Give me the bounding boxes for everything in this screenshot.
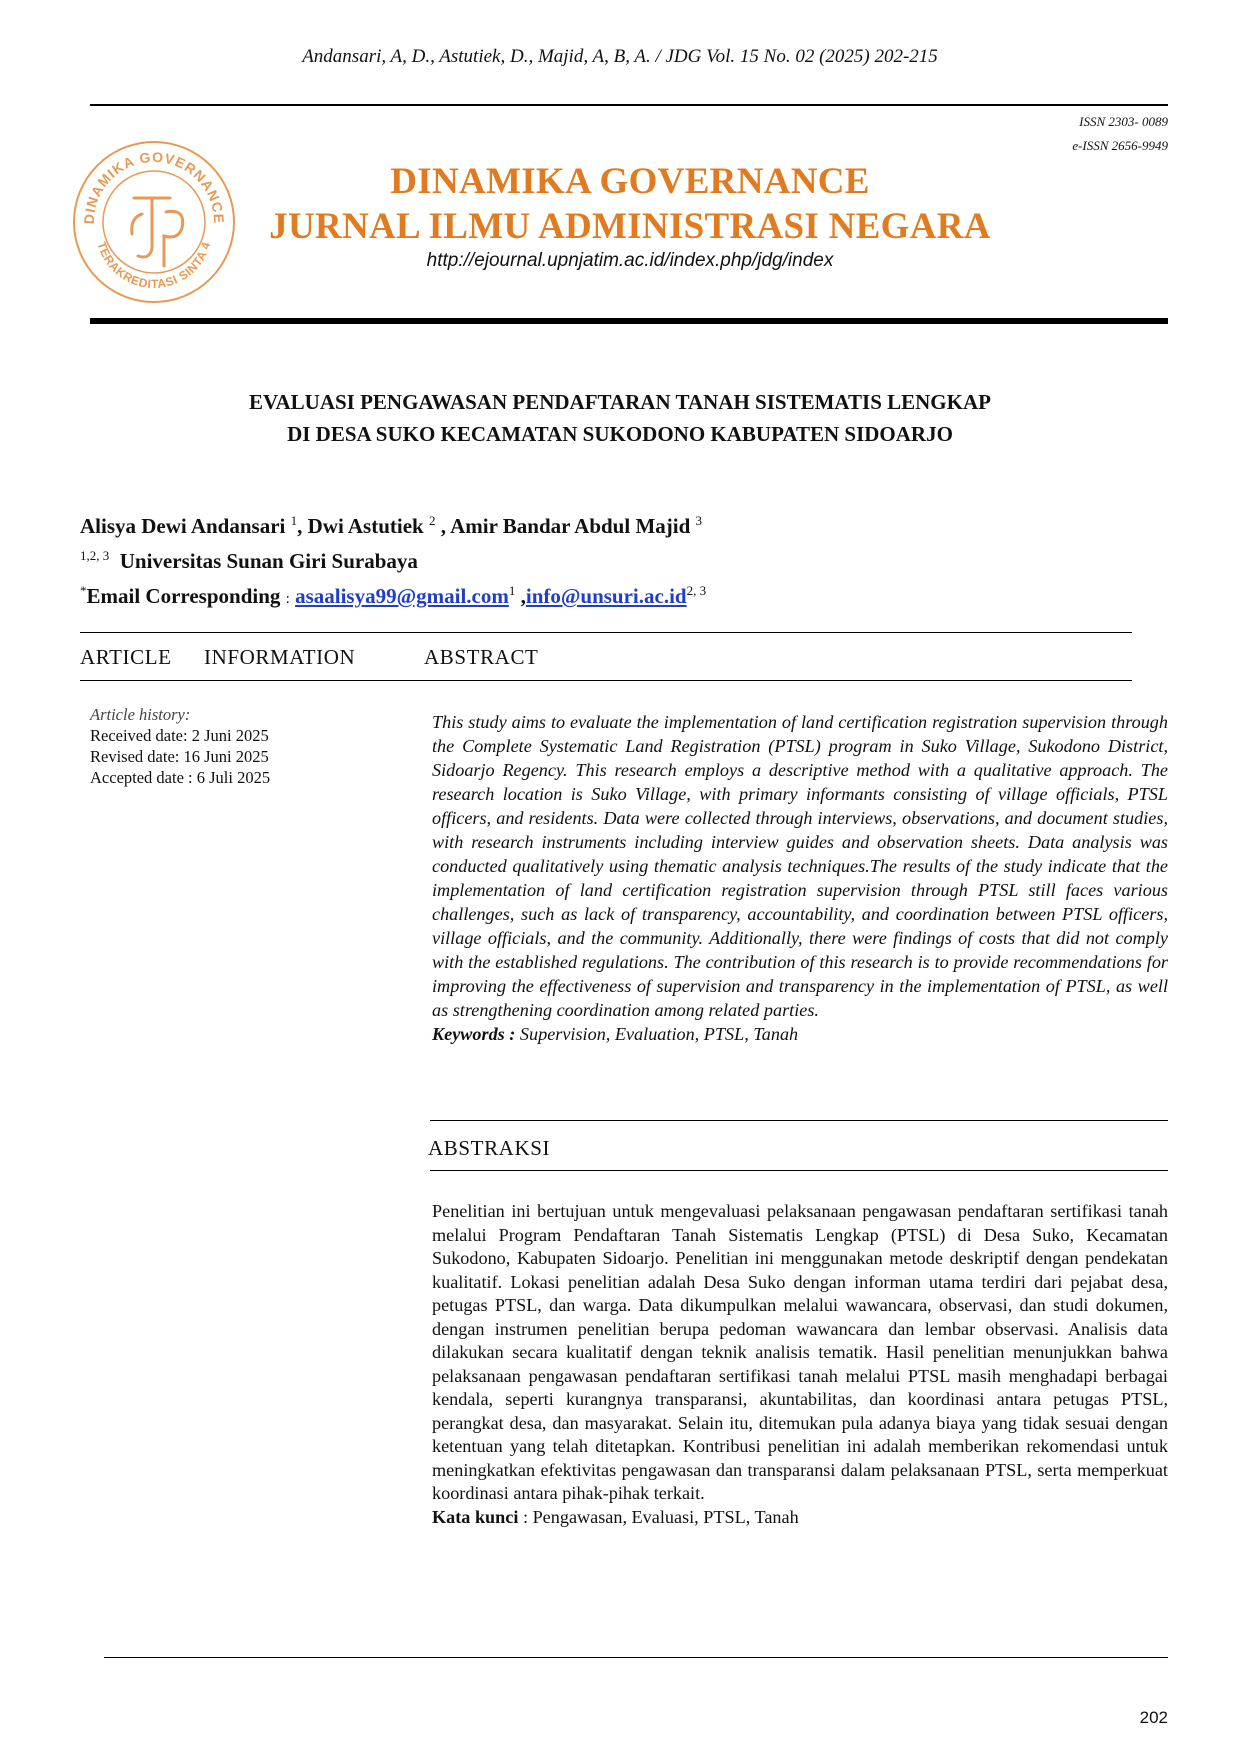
- email-sup-2: 2, 3: [686, 583, 707, 598]
- kata-kunci-label: Kata kunci: [432, 1506, 519, 1527]
- kata-kunci: : Pengawasan, Evaluasi, PTSL, Tanah: [518, 1506, 799, 1527]
- email-link-2[interactable]: info@unsuri.ac.id: [525, 584, 687, 608]
- info-rule-top: [80, 632, 1132, 633]
- author-name: Amir Bandar Abdul Majid: [450, 514, 691, 538]
- title-line-2: DI DESA SUKO KECAMATAN SUKODONO KABUPATEN SIDOARJO: [287, 422, 953, 446]
- article-history: [90, 704, 270, 788]
- logo-monogram-icon: [132, 198, 183, 266]
- running-head: Andansari, A, D., Astutiek, D., Majid, A, B, A. / JDG Vol. 15 No. 02 (2025) 202-215: [302, 46, 938, 67]
- author-sup: 1: [290, 513, 298, 528]
- abstraksi-rule-bottom: [430, 1170, 1168, 1171]
- email-link-1[interactable]: asaalisya99@gmail.com: [295, 584, 509, 608]
- author-block: [80, 506, 706, 614]
- history-label: Article history:: [90, 705, 191, 724]
- author-line: Alisya Dewi Andansari $^1$, Dwi Astutiek $^2$ , Amir Bandar Abdul Majid $^3$: [80, 513, 703, 538]
- header-rule-thick: [90, 318, 1168, 324]
- journal-name-line1: DINAMIKA GOVERNANCE: [390, 161, 870, 202]
- affiliation-sup: 1,2, 3: [80, 548, 110, 563]
- keywords: Supervision, Evaluation, PTSL, Tanah: [519, 1024, 799, 1044]
- article-info-heading-2: INFORMATION: [204, 645, 356, 669]
- page-number: 202: [1139, 1708, 1168, 1727]
- email-colon: :: [285, 591, 290, 607]
- keywords-label: Keywords :: [432, 1024, 516, 1044]
- revised-date: Revised date: 16 Juni 2025: [90, 747, 269, 766]
- email-star: *: [80, 583, 87, 598]
- journal-name-line2: JURNAL ILMU ADMINISTRASI NEGARA: [269, 206, 991, 247]
- email-label: Email Corresponding: [86, 584, 281, 608]
- email-line: [80, 576, 706, 614]
- abstract-en: [432, 710, 1168, 1046]
- article-info-heading-1: ARTICLE: [80, 645, 172, 669]
- received-date: Received date: 2 Juni 2025: [90, 726, 269, 745]
- abstract-id-text: Penelitian ini bertujuan untuk mengevaluasi pelaksanaan pengawasan pendaftaran sertifikasi tanah melalui Program Pendaftaran Tanah Sistematis Lengkap (PTSL) di Desa Suko, Kecamatan Sukodono, Kabupaten Sidoarjo. Penelitian ini menggunakan metode deskriptif dengan pendekatan kualitatif. Lokasi penelitian adalah Desa Suko dengan informan utama terdiri dari pejabat desa, petugas PTSL, dan warga. Data dikumpulkan melalui wawancara, observasi, dan studi dokumen, dengan instrumen penelitian berupa pedoman wawancara dan lembar observasi. Analisis data dilakukan secara kualitatif dengan teknik analisis tematik. Hasil penelitian menunjukkan bahwa pelaksanaan pengawasan pendaftaran sertifikasi tanah melalui PTSL masih menghadapi berbagai kendala, seperti kurangnya transparansi, akuntabilitas, dan koordinasi antara petugas PTSL, perangkat desa, dan masyarakat. Selain itu, ditemukan pula adanya biaya yang tidak sesuai dengan ketentuan yang telah ditetapkan. Kontribusi penelitian ini adalah memberikan rekomendasi untuk meningkatkan efektivitas pengawasan dan transparansi dalam pelaksanaan PTSL, serta memperkuat koordinasi antara pihak-pihak terkait.: [432, 1201, 1168, 1503]
- author-name: Alisya Dewi Andansari: [80, 514, 286, 538]
- footer-rule: [104, 1657, 1168, 1658]
- author-sup: 2: [428, 513, 436, 528]
- abstract-en-text: This study aims to evaluate the implementation of land certification registration supervision through the Complete Systematic Land Registration (PTSL) program in Suko Village, Sukodono District, Sidoarjo Regency. This research employs a descriptive method with a qualitative approach. The research location is Suko Village, with primary informants consisting of village officials, PTSL officers, and residents. Data were collected through interviews, observations, and document studies, with research instruments including interview guides and observation sheets. Data analysis was conducted qualitatively using thematic analysis techniques.The results of the study indicate that the implementation of land certification registration supervision through PTSL still faces various challenges, such as lack of transparency, accountability, and coordination between PTSL officers, village officials, and the community. Additionally, there were findings of costs that did not comply with the established regulations. The contribution of this research is to provide recommendations for improving the effectiveness of supervision and transparency in the implementation of PTSL, as well as strengthening coordination among related parties.: [432, 712, 1168, 1020]
- logo-ring-bottom: TERAKREDITASI SINTA 4: [94, 240, 214, 292]
- logo-ring-top: DINAMIKA GOVERNANCE: [80, 148, 228, 225]
- email-sup-1: 1: [508, 583, 516, 598]
- abstraksi-heading: ABSTRAKSI: [428, 1136, 551, 1160]
- issn: ISSN 2303- 0089: [1079, 114, 1168, 129]
- accepted-date: Accepted date : 6 Juli 2025: [90, 768, 271, 787]
- title-line-1: EVALUASI PENGAWASAN PENDAFTARAN TANAH SISTEMATIS LENGKAP: [249, 390, 991, 414]
- journal-url[interactable]: http://ejournal.upnjatim.ac.id/index.php/jdg/index: [426, 250, 834, 271]
- article-title: [0, 386, 1240, 450]
- header-rule-thin: [90, 104, 1168, 106]
- author-name: Dwi Astutiek: [307, 514, 424, 538]
- affiliation-line: [80, 541, 706, 576]
- author-sup: 3: [695, 513, 703, 528]
- affiliation: Universitas Sunan Giri Surabaya: [119, 549, 418, 573]
- abstract-heading: ABSTRACT: [424, 645, 539, 669]
- abstract-id: [432, 1200, 1168, 1529]
- e-issn: e-ISSN 2656-9949: [1072, 138, 1168, 153]
- info-rule-bottom: [80, 680, 1132, 681]
- abstraksi-rule-top: [430, 1120, 1168, 1121]
- keywords-line: [432, 1022, 1168, 1046]
- email-separator: ,: [515, 584, 526, 608]
- kata-kunci-line: [432, 1506, 1168, 1530]
